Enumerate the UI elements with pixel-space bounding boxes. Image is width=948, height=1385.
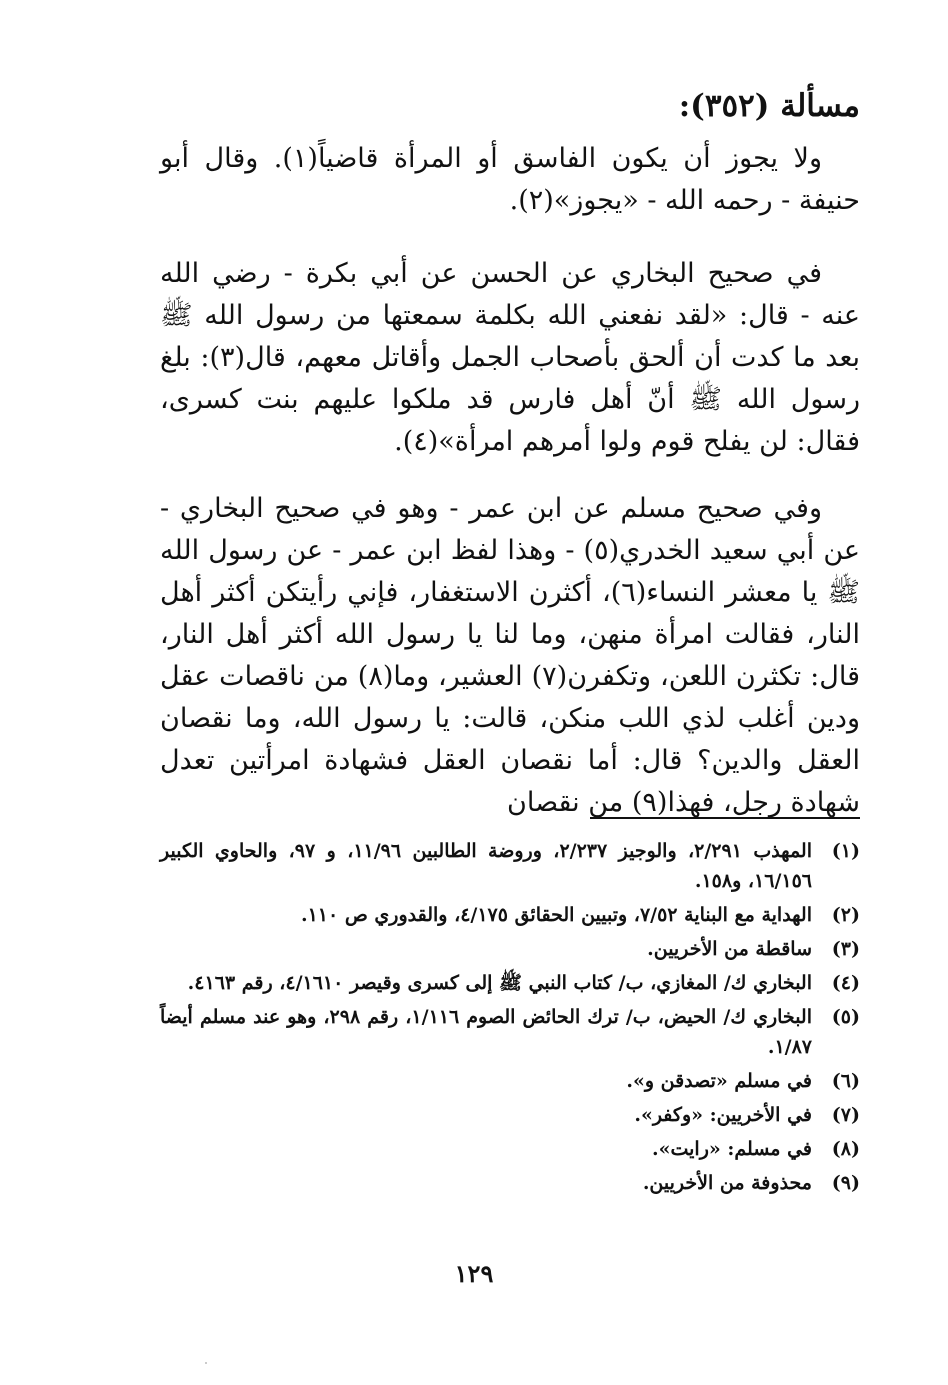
paragraph-text: ولا يجوز أن يكون الفاسق أو المرأة قاضياً(١). وقال أبو حنيفة - رحمه الله - «يجوز»(٢). (160, 143, 860, 216)
paragraph-text: في صحيح البخاري عن الحسن عن أبي بكرة - رضي الله عنه - قال: «لقد نفعني الله بكلمة سمعتها من رسول الله ﷺ بعد ما كدت أن ألحق بأصحاب الجمل وأقاتل معهم، قال(٣): بلغ رسول الله ﷺ أنّ أهل فارس قد ملكوا عليهم بنت كسرى، فقال: لن يفلح قوم ولوا أمرهم امرأة»(٤). (160, 258, 860, 457)
body-paragraph-1 (160, 138, 860, 222)
footnote-text: في مسلم: «رايت». (652, 1138, 812, 1160)
footnote-number: (٨) (831, 1138, 860, 1160)
footnote-text: محذوفة من الأخريين. (642, 1172, 812, 1194)
footnote-text: البخاري ك/ الحيض، ب/ ترك الحائض الصوم ١/١١٦، رقم ٢٩٨، وهو عند مسلم أيضاً ١/٨٧. (160, 1006, 813, 1058)
footnote-item (160, 1134, 860, 1164)
footnotes-list (160, 836, 860, 1202)
footnote-text: المهذب ٢/٢٩١، والوجيز ٢/٢٣٧، وروضة الطالبين ١١/٩٦، و ٩٧، والحاوي الكبير ١٦/١٥٦، و١٥٨. (160, 840, 812, 892)
footnote-item (160, 836, 860, 896)
scan-speck (205, 1362, 207, 1364)
page-number: ١٢٩ (454, 1259, 494, 1288)
footnote-item (160, 1066, 860, 1096)
footnote-text: ساقطة من الأخريين. (647, 938, 812, 960)
footnote-number: (٥) (831, 1006, 860, 1028)
footnote-number: (١) (831, 840, 860, 862)
body-paragraph-2 (160, 253, 860, 463)
footnote-item (160, 900, 860, 930)
footnote-divider (590, 817, 860, 819)
footnote-text: البخاري ك/ المغازي، ب/ كتاب النبي ﷺ إلى كسرى وقيصر ٤/١٦١٠، رقم ٤١٦٣. (187, 972, 812, 994)
footnote-text: الهداية مع البناية ٧/٥٢، وتبيين الحقائق ٤/١٧٥، والقدوري ص ١١٠. (300, 904, 812, 926)
footnote-item (160, 968, 860, 998)
footnote-number: (٩) (831, 1172, 860, 1194)
footnote-item (160, 934, 860, 964)
footnote-number: (٤) (831, 972, 860, 994)
footnote-number: (٦) (831, 1070, 860, 1092)
footnote-text: في الأخريين: «وكفر». (634, 1104, 812, 1126)
footnote-item (160, 1168, 860, 1198)
footnote-item (160, 1002, 860, 1062)
footnote-item (160, 1100, 860, 1130)
footnote-text: في مسلم «تصدقن و». (626, 1070, 812, 1092)
paragraph-text: وفي صحيح مسلم عن ابن عمر - وهو في صحيح البخاري - عن أبي سعيد الخدري(٥) - وهذا لفظ ابن عمر - عن رسول الله ﷺ يا معشر النساء(٦)، أكثرن الاستغفار، فإني رأيتكن أكثر أهل النار، فقالت امرأة منهن، وما لنا يا رسول الله أكثر أهل النار، قال: تكثرن اللعن، وتكفرن(٧) العشير، وما(٨) من ناقصات عقل ودين أغلب لذي اللب منكن، قالت: يا رسول الله، وما نقصان العقل والدين؟ قال: أما نقصان العقل فشهادة امرأتين تعدل شهادة رجل، فهذا(٩) من نقصان (160, 493, 860, 818)
body-paragraph-3 (160, 488, 860, 824)
issue-heading: مسألة (٣٥٢): (678, 88, 860, 124)
footnote-number: (٢) (831, 904, 860, 926)
footnote-number: (٧) (831, 1104, 860, 1126)
footnote-number: (٣) (831, 938, 860, 960)
